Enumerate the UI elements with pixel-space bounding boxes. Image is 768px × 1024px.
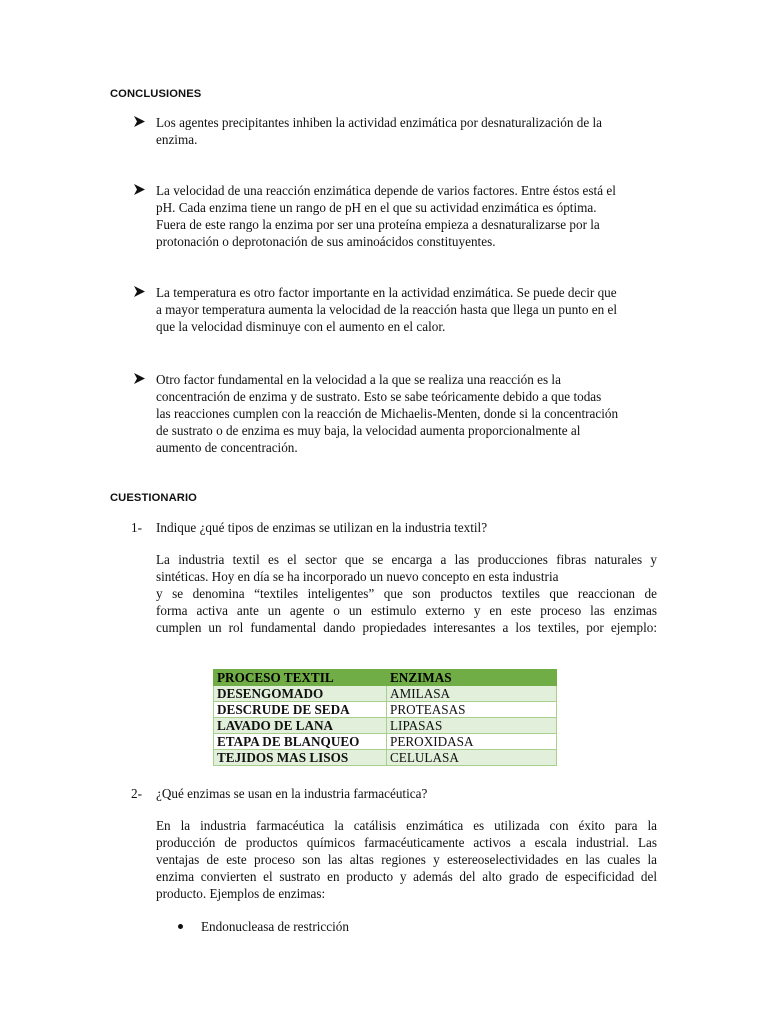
conclusion-item	[134, 371, 659, 456]
answer-paragraph	[156, 551, 657, 636]
table-row	[214, 750, 557, 766]
table-row	[214, 702, 557, 718]
answer-line: cumplen un rol fundamental dando propiedades interesantes a los textiles, por ejemplo:	[156, 620, 657, 635]
conclusion-line: de sustrato o de enzima es muy baja, la velocidad aumenta proporcionalmente al	[156, 423, 581, 438]
arrow-bullet-icon	[134, 184, 145, 195]
answer-line: sintéticas. Hoy en día se ha incorporado un nuevo concepto en esta industria	[156, 569, 559, 584]
answer-line: producción de productos químicos farmacéuticamente activos a escala industrial. Las	[156, 835, 657, 850]
table-header-row	[214, 670, 557, 686]
conclusion-line: La temperatura es otro factor importante en la actividad enzimática. Se puede decir que	[156, 285, 617, 300]
answer-line: La industria textil es el sector que se encarga a las producciones fibras naturales y	[156, 552, 657, 567]
table-row	[214, 718, 557, 734]
table-header-cell: ENZIMAS	[387, 670, 557, 686]
table-cell: LIPASAS	[387, 718, 557, 734]
conclusion-item	[134, 284, 659, 335]
table-cell: AMILASA	[387, 686, 557, 702]
conclusion-item	[134, 114, 659, 148]
conclusion-line: enzima.	[156, 132, 198, 147]
conclusion-line: Fuera de este rango la enzima por ser una proteína empieza a desnaturalizarse por la	[156, 217, 600, 232]
conclusion-item	[134, 182, 659, 250]
conclusion-line: Los agentes precipitantes inhiben la actividad enzimática por desnaturalización de la	[156, 115, 602, 130]
conclusion-line: aumento de concentración.	[156, 440, 298, 455]
conclusion-line: La velocidad de una reacción enzimática depende de varios factores. Entre éstos está el	[156, 183, 616, 198]
table-header-cell: PROCESO TEXTIL	[214, 670, 387, 686]
conclusion-line: pH. Cada enzima tiene un rango de pH en el que su actividad enzimática es óptima.	[156, 200, 597, 215]
table-cell: ETAPA DE BLANQUEO	[214, 734, 387, 750]
section-heading-cuestionario: CUESTIONARIO	[110, 492, 197, 504]
answer-line: ventajas de este proceso son las altas regiones y estereoselectividades en las cuales la	[156, 852, 657, 867]
table-cell: DESENGOMADO	[214, 686, 387, 702]
conclusion-line: las reacciones cumplen con la reacción de Michaelis-Menten, donde si la concentración	[156, 406, 619, 421]
answer-paragraph	[156, 817, 657, 902]
answer-line: forma activa ante un agente o un estimulo externo y en este proceso las enzimas	[156, 603, 657, 618]
arrow-bullet-icon	[134, 373, 145, 384]
table-row	[214, 686, 557, 702]
arrow-bullet-icon	[134, 116, 145, 127]
answer-line: y se denomina “textiles inteligentes” que son productos textiles que reaccionan de	[156, 586, 657, 601]
bullet-dot-icon	[178, 924, 183, 929]
section-heading-conclusiones: CONCLUSIONES	[110, 88, 202, 100]
table-cell: TEJIDOS MAS LISOS	[214, 750, 387, 766]
answer-line: enzima convierten el sustrato en producto y además del alto grado de especificidad del	[156, 869, 657, 884]
arrow-bullet-icon	[134, 286, 145, 297]
conclusion-line: concentración de enzima y de sustrato. Esto se sabe teóricamente debido a que todas	[156, 389, 602, 404]
enzyme-table	[213, 669, 557, 766]
table-cell: PEROXIDASA	[387, 734, 557, 750]
table-cell: CELULASA	[387, 750, 557, 766]
conclusion-line: que la velocidad disminuye con el aumento en el calor.	[156, 319, 446, 334]
conclusion-line: a mayor temperatura aumenta la velocidad de la reacción hasta que llega un punto en el	[156, 302, 617, 317]
list-item: Endonucleasa de restricción	[201, 919, 349, 934]
conclusion-line: protonación o deprotonación de sus aminoácidos constituyentes.	[156, 234, 496, 249]
answer-line: En la industria farmacéutica la catálisis enzimática es utilizada con éxito para la	[156, 818, 657, 833]
question-text: Indique ¿qué tipos de enzimas se utilizan en la industria textil?	[156, 520, 488, 535]
table-row	[214, 734, 557, 750]
table-cell: PROTEASAS	[387, 702, 557, 718]
question-number: 2-	[131, 786, 142, 801]
question-number: 1-	[131, 520, 142, 535]
question-text: ¿Qué enzimas se usan en la industria farmacéutica?	[156, 786, 428, 801]
table-cell: LAVADO DE LANA	[214, 718, 387, 734]
table-cell: DESCRUDE DE SEDA	[214, 702, 387, 718]
conclusion-line: Otro factor fundamental en la velocidad a la que se realiza una reacción es la	[156, 372, 561, 387]
answer-line: producto. Ejemplos de enzimas:	[156, 886, 326, 901]
